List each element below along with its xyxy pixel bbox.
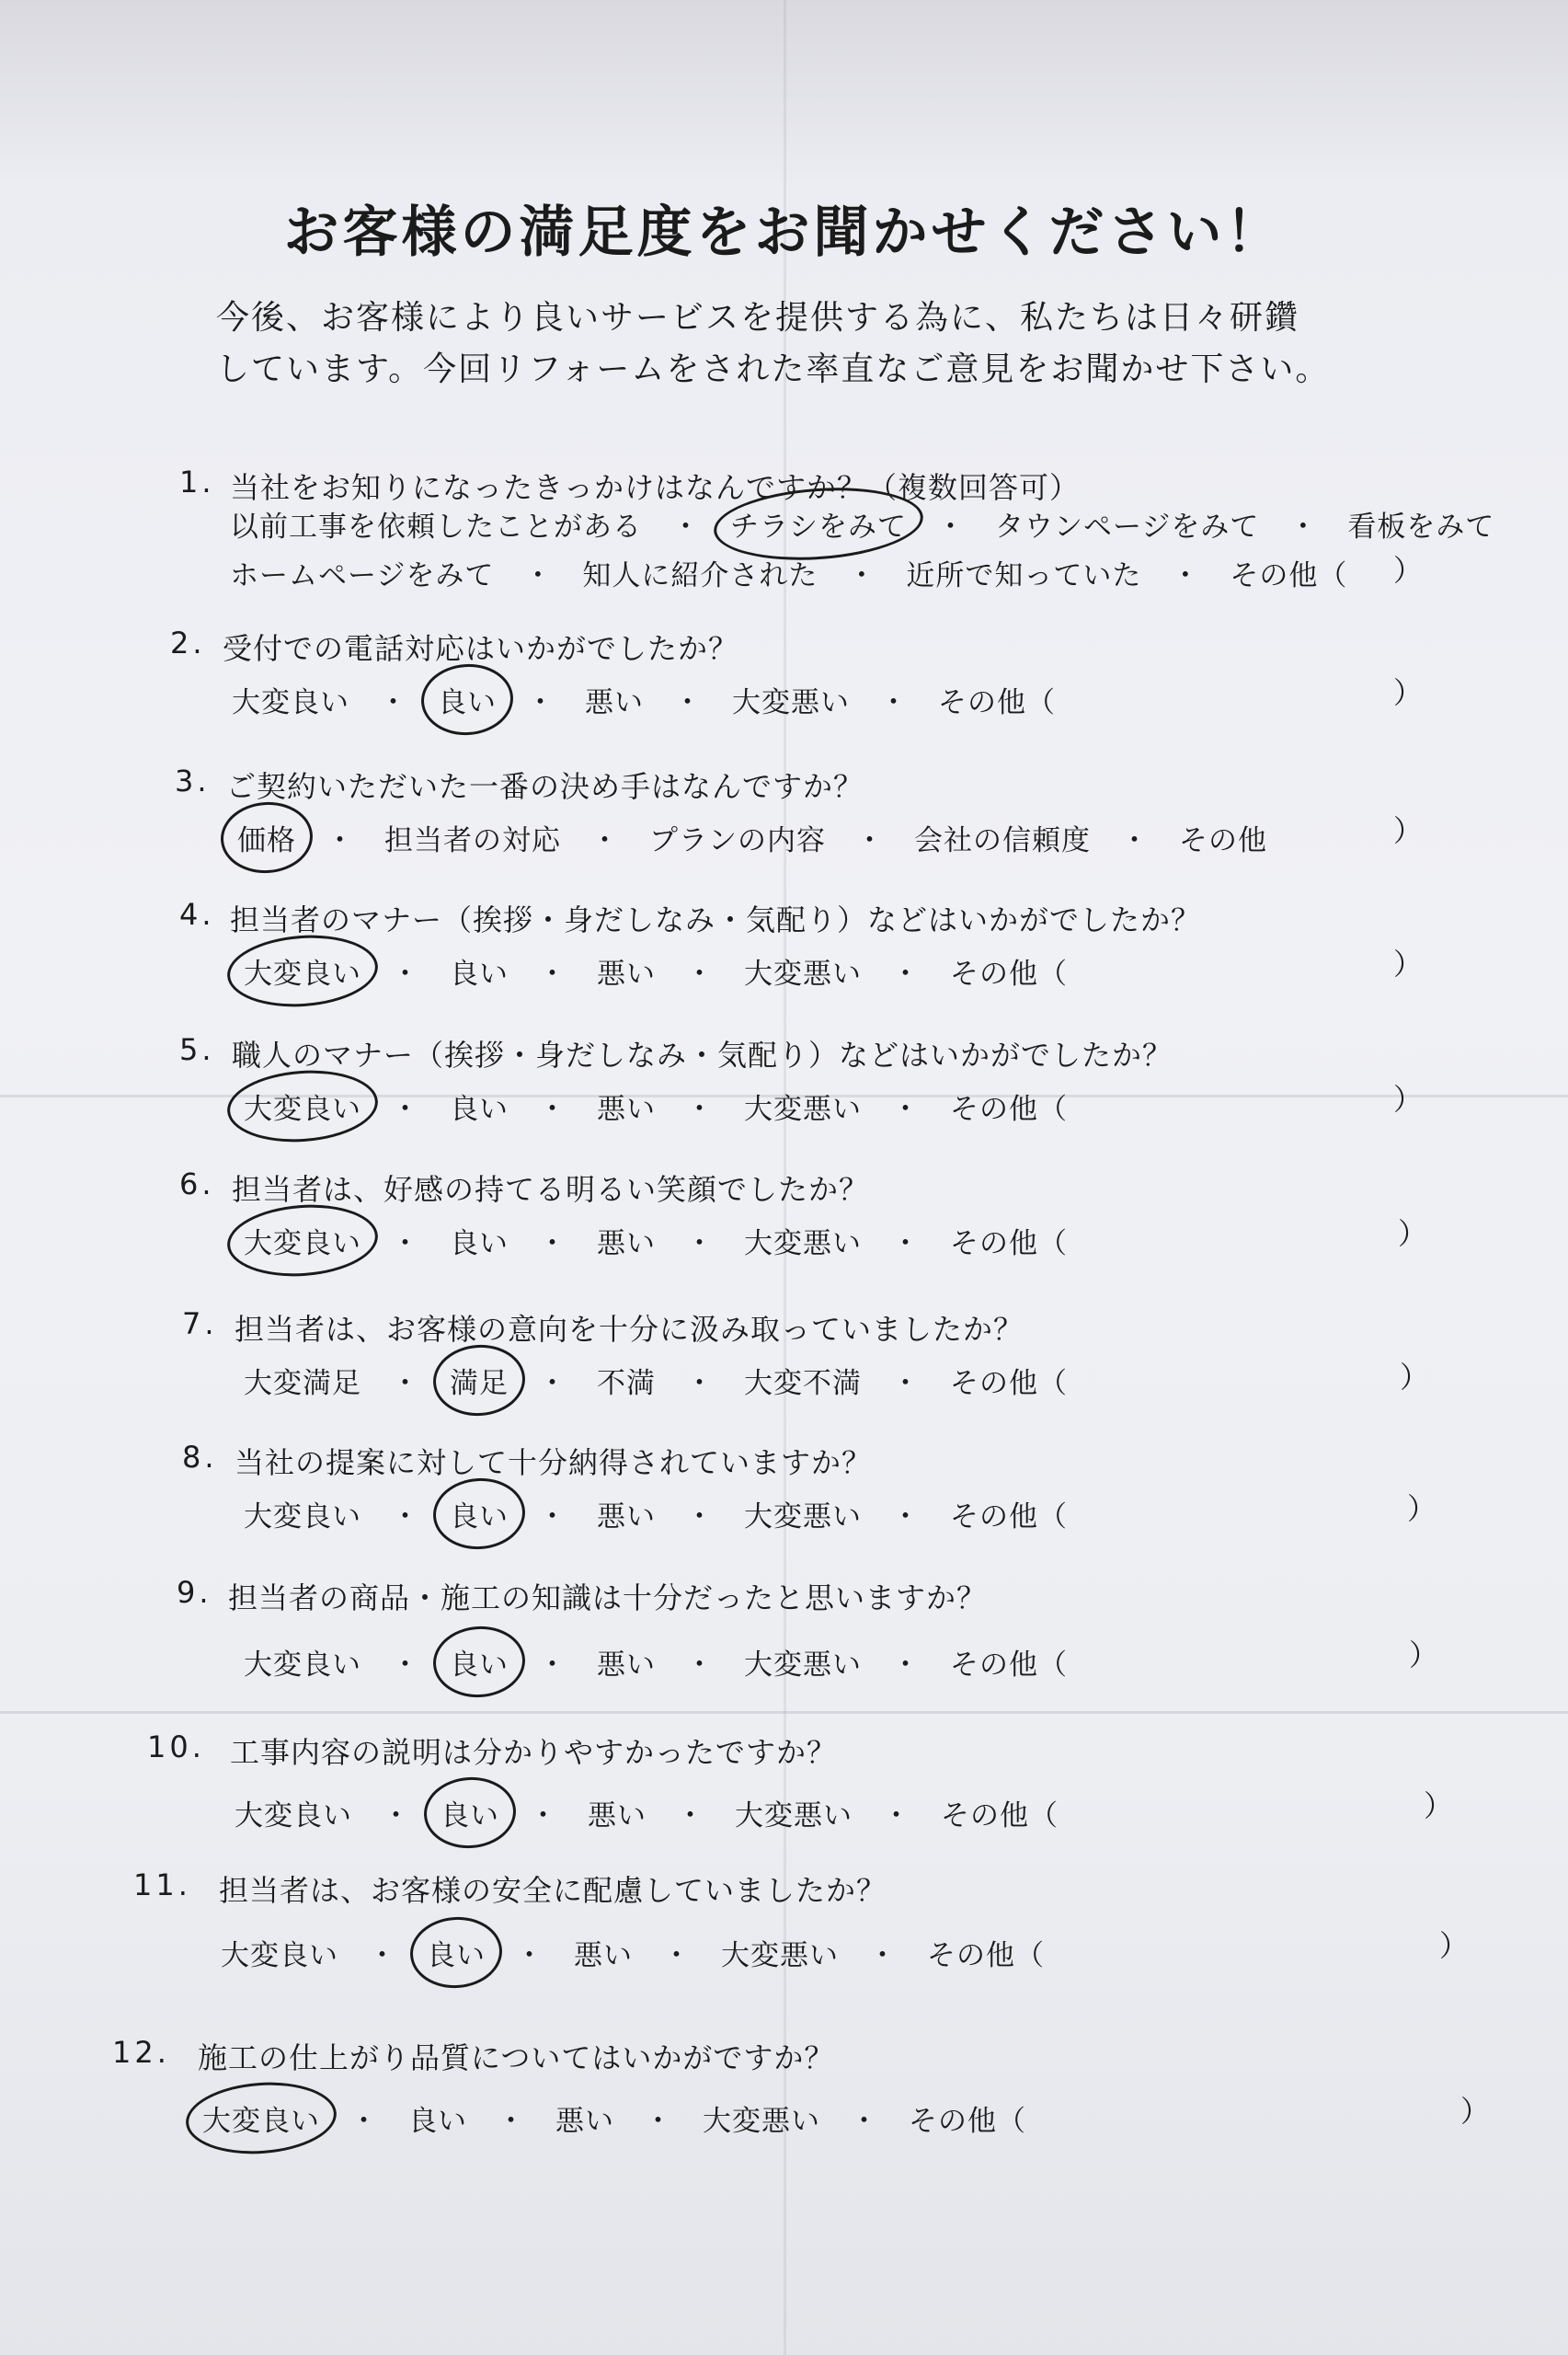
question-text: 受付での電話対応はいかがでしたか？ [223, 631, 739, 666]
option[interactable]: 悪い [555, 2105, 614, 2138]
separator: ・ [379, 686, 408, 719]
separator: ・ [515, 1939, 544, 1972]
option[interactable]: 悪い [597, 958, 656, 991]
separator: ・ [326, 824, 355, 857]
separator: ・ [538, 1648, 567, 1682]
option[interactable]: 大変悪い [744, 1227, 862, 1260]
question-text: 担当者は、お客様の安全に配慮していましたか？ [219, 1873, 887, 1908]
separator: ・ [891, 1500, 921, 1534]
options-line-1 [230, 503, 1494, 545]
separator: ・ [523, 559, 554, 592]
option[interactable]: 大変悪い [744, 1093, 862, 1126]
separator: ・ [685, 1367, 715, 1400]
close-paren: ） [1393, 675, 1424, 710]
question-text: 職人のマナー（挨拶・身だしなみ・気配り）などはいかがでしたか？ [232, 1038, 1173, 1073]
close-paren: ） [1398, 1216, 1428, 1251]
intro-line: 今後、お客様により良いサービスを提供する為に、私たちは日々研鑽 [216, 299, 1300, 337]
separator: ・ [391, 1093, 420, 1126]
option[interactable]: 不満 [597, 1367, 656, 1400]
close-paren: ） [1407, 1491, 1437, 1526]
separator: ・ [391, 958, 420, 991]
question-text: 当社の提案に対して十分納得されていますか？ [235, 1445, 873, 1480]
option[interactable]: 大変悪い [744, 1500, 862, 1534]
separator: ・ [879, 686, 909, 719]
option[interactable]: 大変悪い [721, 1939, 839, 1972]
options [221, 1932, 1045, 1973]
close-paren: ） [1393, 947, 1424, 982]
separator: ・ [891, 1227, 921, 1260]
option-other[interactable]: その他（ [927, 1939, 1045, 1972]
options [202, 2097, 1026, 2139]
separator: ・ [685, 1093, 715, 1126]
option-selected[interactable]: 大変良い [244, 1220, 361, 1261]
close-paren: ） [1409, 1637, 1439, 1672]
option-selected[interactable]: 大変良い [244, 950, 361, 992]
option[interactable]: 悪い [585, 686, 644, 719]
separator: ・ [349, 2105, 379, 2138]
separator: ・ [526, 686, 555, 719]
separator: ・ [391, 1367, 420, 1400]
question-text: ご契約いただいた一番の決め手はなんですか？ [226, 769, 864, 804]
option[interactable]: 大変良い [232, 686, 349, 719]
options [244, 1493, 1068, 1534]
separator: ・ [1171, 559, 1201, 592]
separator: ・ [644, 2105, 673, 2138]
option-other[interactable]: その他 [1179, 824, 1267, 857]
option-selected[interactable]: 良い [427, 1932, 486, 1973]
option-selected[interactable]: 良い [450, 1493, 509, 1534]
options-line-2 [230, 552, 1347, 593]
separator: ・ [538, 1500, 567, 1534]
separator: ・ [590, 824, 620, 857]
question-3 [0, 764, 1568, 902]
option[interactable]: 悪い [574, 1939, 633, 1972]
question-number: 6. [179, 1166, 215, 1201]
question-number: 2. [170, 626, 206, 661]
option[interactable]: 大変悪い [744, 958, 862, 991]
option-other[interactable]: その他（ [941, 1799, 1059, 1832]
options [237, 817, 1267, 858]
separator: ・ [1120, 824, 1150, 857]
options [232, 679, 1056, 720]
option[interactable]: 大変満足 [244, 1367, 361, 1400]
separator: ・ [847, 559, 877, 592]
option[interactable]: 大変良い [235, 1799, 352, 1832]
separator: ・ [685, 958, 715, 991]
question-number: 4. [179, 897, 215, 932]
option-selected[interactable]: チラシをみて [730, 503, 907, 545]
intro-text [216, 293, 1412, 396]
separator: ・ [891, 1648, 921, 1682]
options [235, 1792, 1059, 1833]
question-text: 施工の仕上がり品質についてはいかがですか？ [198, 2040, 835, 2075]
options [244, 1220, 1068, 1261]
option[interactable]: 悪い [588, 1799, 647, 1832]
option-other[interactable]: その他（ [1230, 559, 1348, 592]
question-8 [0, 1440, 1568, 1578]
separator: ・ [497, 2105, 526, 2138]
question-text: 当社をお知りになったきっかけはなんですか？（複数回答可） [230, 470, 1081, 505]
question-text: 担当者は、好感の持てる明るい笑顔でしたか？ [232, 1172, 870, 1207]
option-other[interactable]: その他（ [950, 1500, 1068, 1534]
separator: ・ [936, 511, 966, 544]
close-paren: ） [1424, 1788, 1454, 1823]
separator: ・ [891, 1367, 921, 1400]
option-selected[interactable]: 満足 [450, 1360, 509, 1401]
option[interactable]: 大変良い [244, 1500, 361, 1534]
question-number: 12. [112, 2035, 170, 2070]
options [244, 950, 1068, 992]
question-6 [0, 1166, 1568, 1304]
option[interactable]: 大変悪い [735, 1799, 853, 1832]
separator: ・ [538, 1227, 567, 1260]
intro-line: しています。今回リフォームをされた率直なご意見をお聞かせ下さい。 [216, 350, 1331, 388]
option[interactable]: 大変良い [221, 1939, 338, 1972]
option-selected[interactable]: 価格 [237, 817, 296, 858]
question-text: 担当者のマナー（挨拶・身だしなみ・気配り）などはいかがでしたか？ [230, 902, 1202, 937]
separator: ・ [538, 1093, 567, 1126]
question-12 [0, 2035, 1568, 2173]
option-selected[interactable]: 良い [441, 1792, 499, 1833]
option[interactable]: 近所で知っていた [906, 559, 1142, 592]
separator: ・ [1288, 511, 1319, 544]
option[interactable]: 良い [450, 958, 509, 991]
separator: ・ [685, 1500, 715, 1534]
question-11 [0, 1867, 1568, 2005]
option-other[interactable]: その他（ [950, 1093, 1068, 1126]
option[interactable]: 悪い [597, 1648, 656, 1682]
question-text: 担当者は、お客様の意向を十分に汲み取っていましたか？ [235, 1312, 1024, 1347]
question-7 [0, 1306, 1568, 1444]
options [244, 1086, 1068, 1127]
option[interactable]: 大変良い [244, 1648, 361, 1682]
option-other[interactable]: その他（ [938, 686, 1056, 719]
separator: ・ [391, 1227, 420, 1260]
option[interactable]: 悪い [597, 1227, 656, 1260]
option[interactable]: プランの内容 [649, 824, 826, 857]
option[interactable]: 知人に紹介された [582, 559, 818, 592]
options [244, 1641, 1068, 1683]
option[interactable]: 大変悪い [732, 686, 850, 719]
question-10 [0, 1729, 1568, 1867]
option[interactable]: 担当者の対応 [384, 824, 561, 857]
option-selected[interactable]: 大変良い [202, 2097, 320, 2139]
separator: ・ [529, 1799, 558, 1832]
option[interactable]: 大変悪い [744, 1648, 862, 1682]
question-1 [0, 465, 1568, 603]
option[interactable]: 看板をみて [1347, 511, 1495, 544]
page-title: お客様の満足度をお聞かせください！ [283, 201, 1285, 265]
separator: ・ [671, 511, 701, 544]
close-paren: ） [1400, 1360, 1430, 1395]
question-number: 1. [179, 465, 215, 500]
option[interactable]: タウンページをみて [995, 511, 1260, 544]
question-number: 8. [182, 1440, 218, 1475]
option[interactable]: 会社の信頼度 [914, 824, 1091, 857]
separator: ・ [662, 1939, 692, 1972]
option[interactable]: 良い [450, 1093, 509, 1126]
question-number: 10. [147, 1729, 205, 1764]
separator: ・ [391, 1648, 420, 1682]
separator: ・ [391, 1500, 420, 1534]
question-text: 工事内容の説明は分かりやすかったですか？ [230, 1735, 838, 1770]
separator: ・ [891, 1093, 921, 1126]
option[interactable]: 悪い [597, 1093, 656, 1126]
option[interactable]: 大変不満 [744, 1367, 862, 1400]
separator: ・ [850, 2105, 879, 2138]
option[interactable]: 悪い [597, 1500, 656, 1534]
question-9 [0, 1575, 1568, 1713]
option-other[interactable]: その他（ [909, 2105, 1026, 2138]
separator: ・ [382, 1799, 411, 1832]
option[interactable]: 良い [450, 1227, 509, 1260]
close-paren: ） [1393, 813, 1424, 848]
close-paren: ） [1460, 2094, 1491, 2129]
separator: ・ [891, 958, 921, 991]
separator: ・ [685, 1227, 715, 1260]
separator: ・ [868, 1939, 898, 1972]
question-text: 担当者の商品・施工の知識は十分だったと思いますか？ [228, 1580, 988, 1615]
question-2 [0, 626, 1568, 764]
option[interactable]: 以前工事を依頼したことがある [230, 511, 642, 544]
option[interactable]: 大変悪い [703, 2105, 820, 2138]
option[interactable]: ホームページをみて [230, 559, 495, 592]
option-other[interactable]: その他（ [950, 958, 1068, 991]
question-number: 11. [133, 1867, 191, 1902]
option-selected[interactable]: 良い [438, 679, 497, 720]
question-number: 7. [182, 1306, 218, 1341]
separator: ・ [676, 1799, 705, 1832]
close-paren: ） [1393, 1082, 1424, 1117]
question-5 [0, 1032, 1568, 1170]
option-other[interactable]: その他（ [950, 1367, 1068, 1400]
separator: ・ [882, 1799, 911, 1832]
close-paren: ） [1393, 553, 1424, 588]
option-other[interactable]: その他（ [950, 1648, 1068, 1682]
separator: ・ [368, 1939, 397, 1972]
option[interactable]: 良い [408, 2105, 467, 2138]
separator: ・ [685, 1648, 715, 1682]
close-paren: ） [1439, 1928, 1470, 1963]
question-number: 5. [179, 1032, 215, 1067]
separator: ・ [538, 1367, 567, 1400]
separator: ・ [855, 824, 885, 857]
separator: ・ [538, 958, 567, 991]
option-selected[interactable]: 良い [450, 1641, 509, 1683]
question-number: 9. [177, 1575, 212, 1610]
option-selected[interactable]: 大変良い [244, 1086, 361, 1127]
question-4 [0, 897, 1568, 1035]
option-other[interactable]: その他（ [950, 1227, 1068, 1260]
question-number: 3. [175, 764, 211, 798]
separator: ・ [673, 686, 703, 719]
options [244, 1360, 1068, 1401]
